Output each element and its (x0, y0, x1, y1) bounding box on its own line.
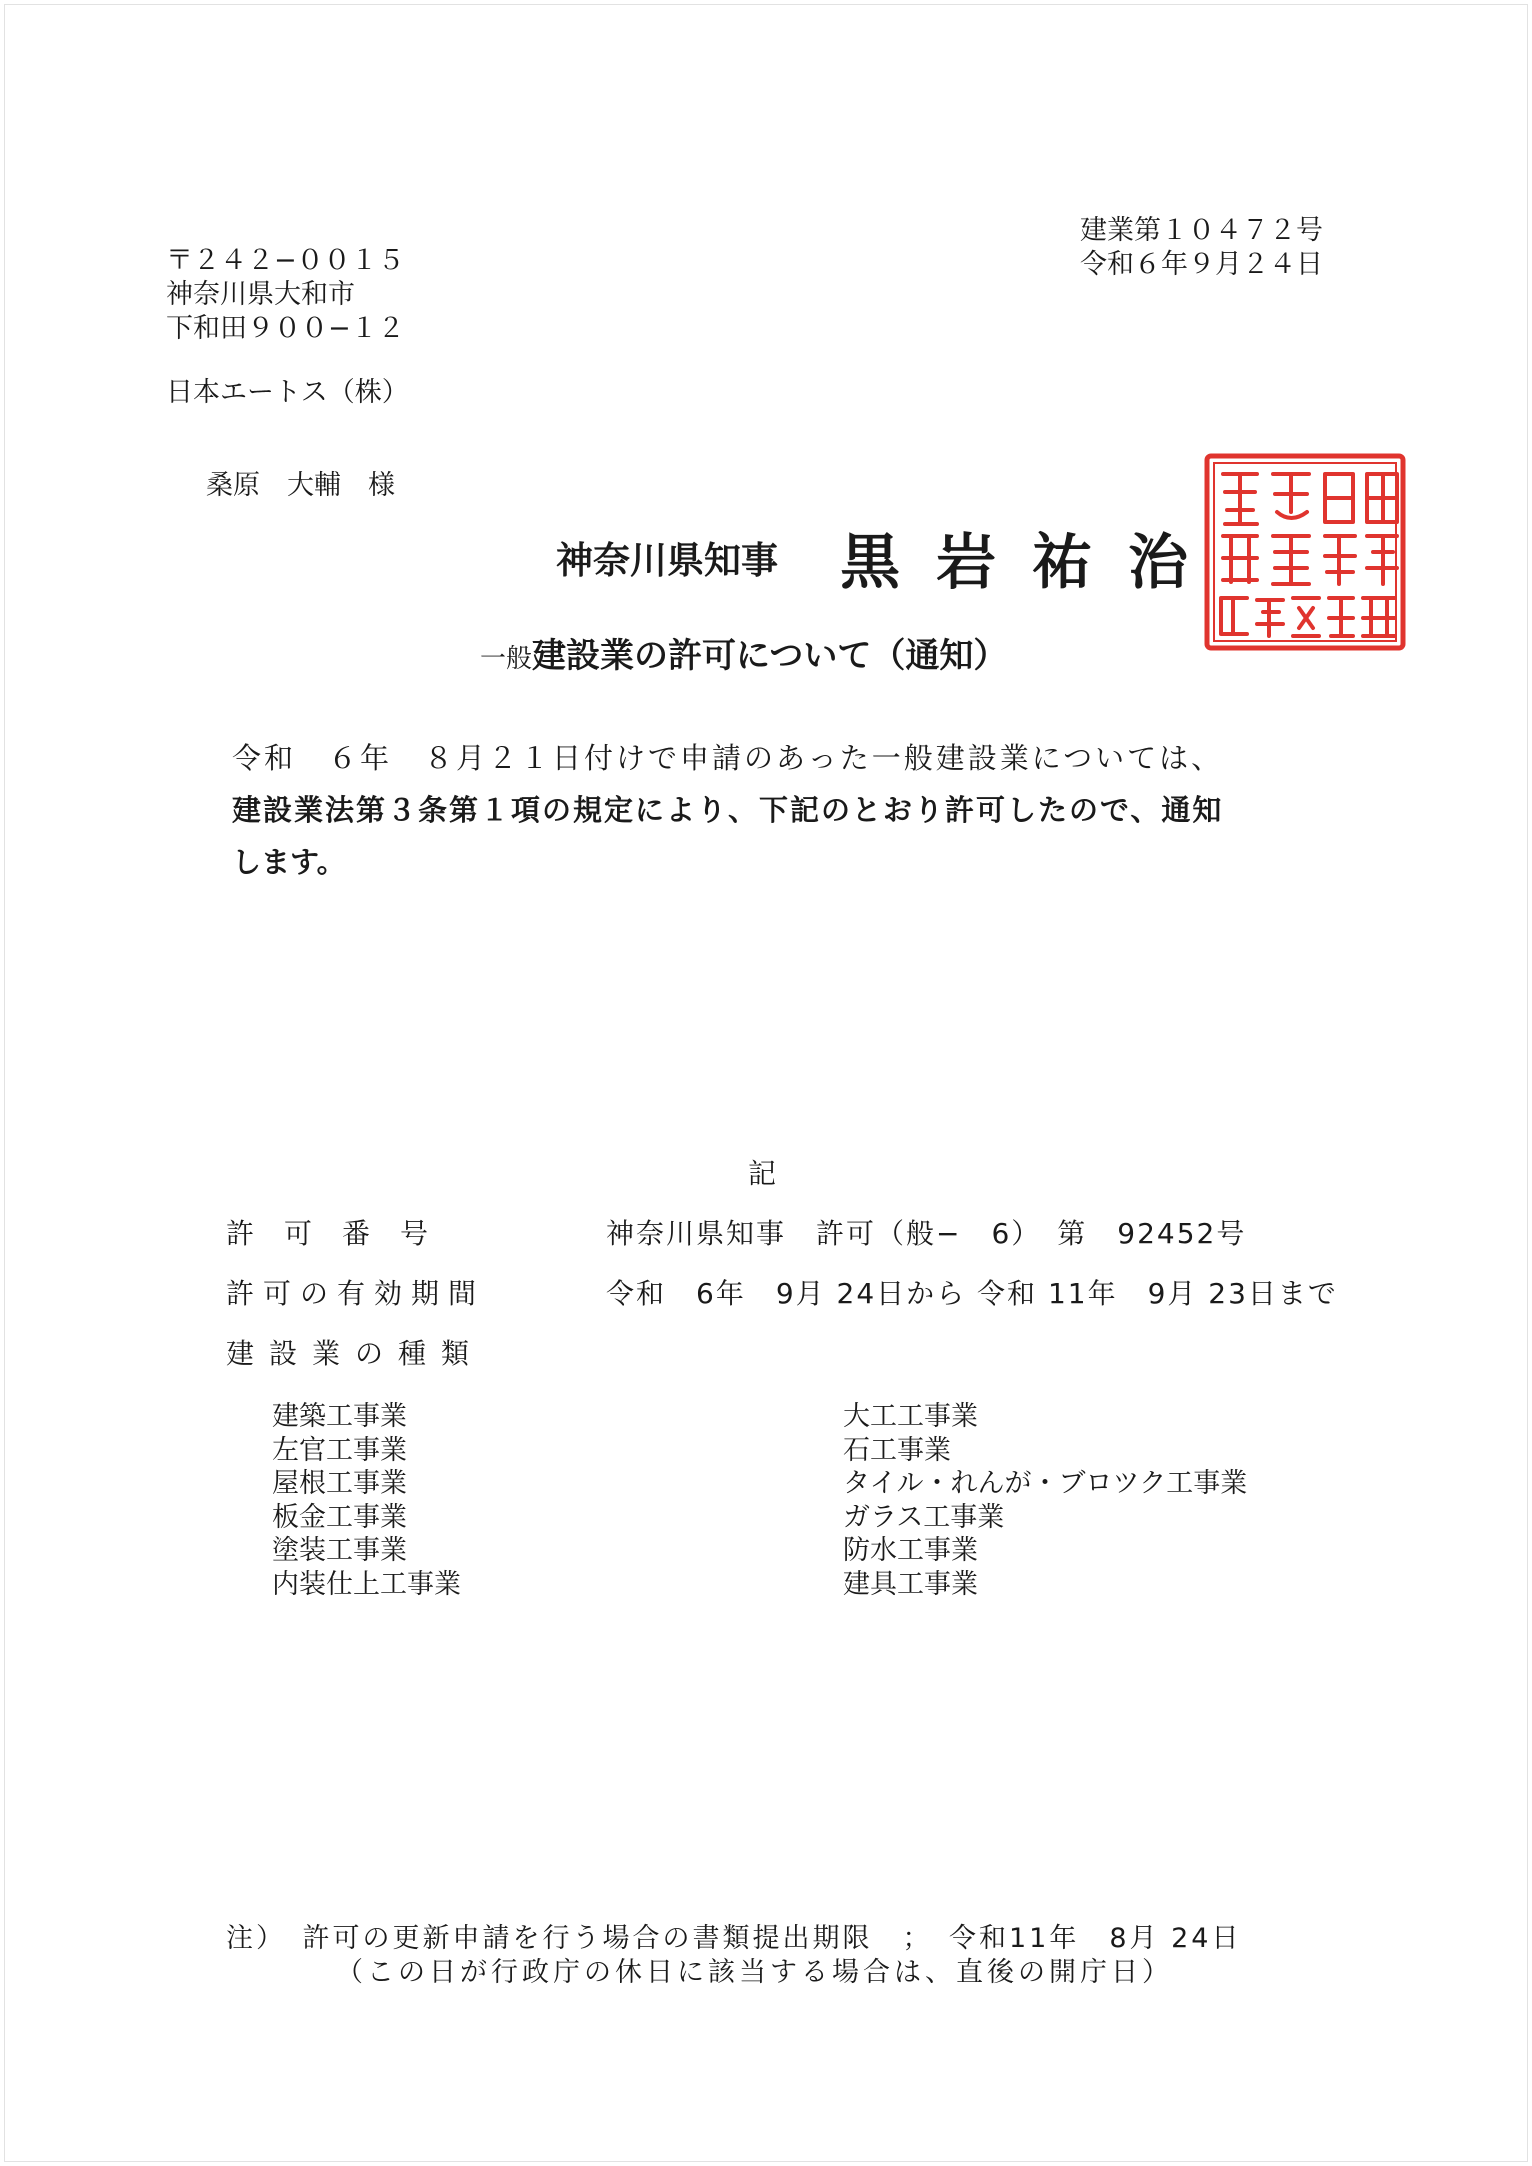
list-item: 屋根工事業 (272, 1468, 407, 1499)
notice-body (232, 732, 1342, 888)
list-item: 大工工事業 (843, 1401, 978, 1432)
recipient-address (166, 244, 405, 346)
list-item: 防水工事業 (843, 1535, 978, 1566)
title-prefix: 一般 (480, 644, 533, 674)
postal-code: 〒２４２−００１５ (166, 245, 405, 276)
title-main: 建設業の許可について（通知） (532, 636, 1008, 676)
address-line-1: 神奈川県大和市 (166, 279, 355, 310)
address-line-2: 下和田９００−１２ (166, 313, 405, 344)
construction-kinds-label: 建設業の種類 (226, 1337, 485, 1370)
recipient-name: 桑原 大輔 様 (206, 470, 395, 501)
validity-label: 許可の有効期間 (226, 1277, 486, 1310)
list-item: 建具工事業 (843, 1568, 978, 1600)
list-item: 内装仕上工事業 (272, 1568, 461, 1600)
renewal-note: 注） 許可の更新申請を行う場合の書類提出期限 ； 令和11年 8月 24日 (226, 1923, 1242, 1954)
document-title (480, 628, 1007, 677)
body-line-3: します。 (232, 845, 346, 879)
body-line-2: 建設業法第３条第１項の規定により、下記のとおり許可したので、通知 (232, 793, 1224, 827)
document-number: 建業第１０４７２号 (1080, 215, 1323, 246)
renewal-note-detail: （この日が行政庁の休日に該当する場合は、直後の開庁日） (336, 1957, 1173, 1988)
validity-value: 令和 6年 9月 24日から 令和 11年 9月 23日まで (606, 1277, 1338, 1310)
ki-heading: 記 (748, 1157, 777, 1190)
list-item: タイル・れんが・ブロツク工事業 (843, 1468, 1248, 1499)
company-name: 日本エートス（株） (166, 377, 409, 408)
list-item: ガラス工事業 (843, 1501, 1005, 1533)
list-item: 板金工事業 (272, 1501, 407, 1533)
document-date: 令和６年９月２４日 (1080, 249, 1323, 280)
issuer-name: 黒岩祐治 (840, 528, 1224, 598)
permit-number-value: 神奈川県知事 許可（般− 6） 第 92452号 (606, 1217, 1247, 1250)
official-seal-icon (1203, 452, 1407, 652)
kinds-left-column (272, 1400, 461, 1601)
list-item: 建築工事業 (272, 1401, 407, 1432)
list-item: 塗装工事業 (272, 1535, 407, 1566)
body-line-1: 令和 ６年 ８月２１日付けで申請のあった一般建設業については、 (232, 741, 1224, 775)
list-item: 石工事業 (843, 1434, 951, 1466)
issuer-office: 神奈川県知事 (556, 538, 778, 582)
document-reference (1080, 214, 1323, 282)
kinds-right-column (843, 1400, 1247, 1601)
permit-number-label: 許可番号 (226, 1217, 459, 1250)
list-item: 左官工事業 (272, 1434, 407, 1466)
